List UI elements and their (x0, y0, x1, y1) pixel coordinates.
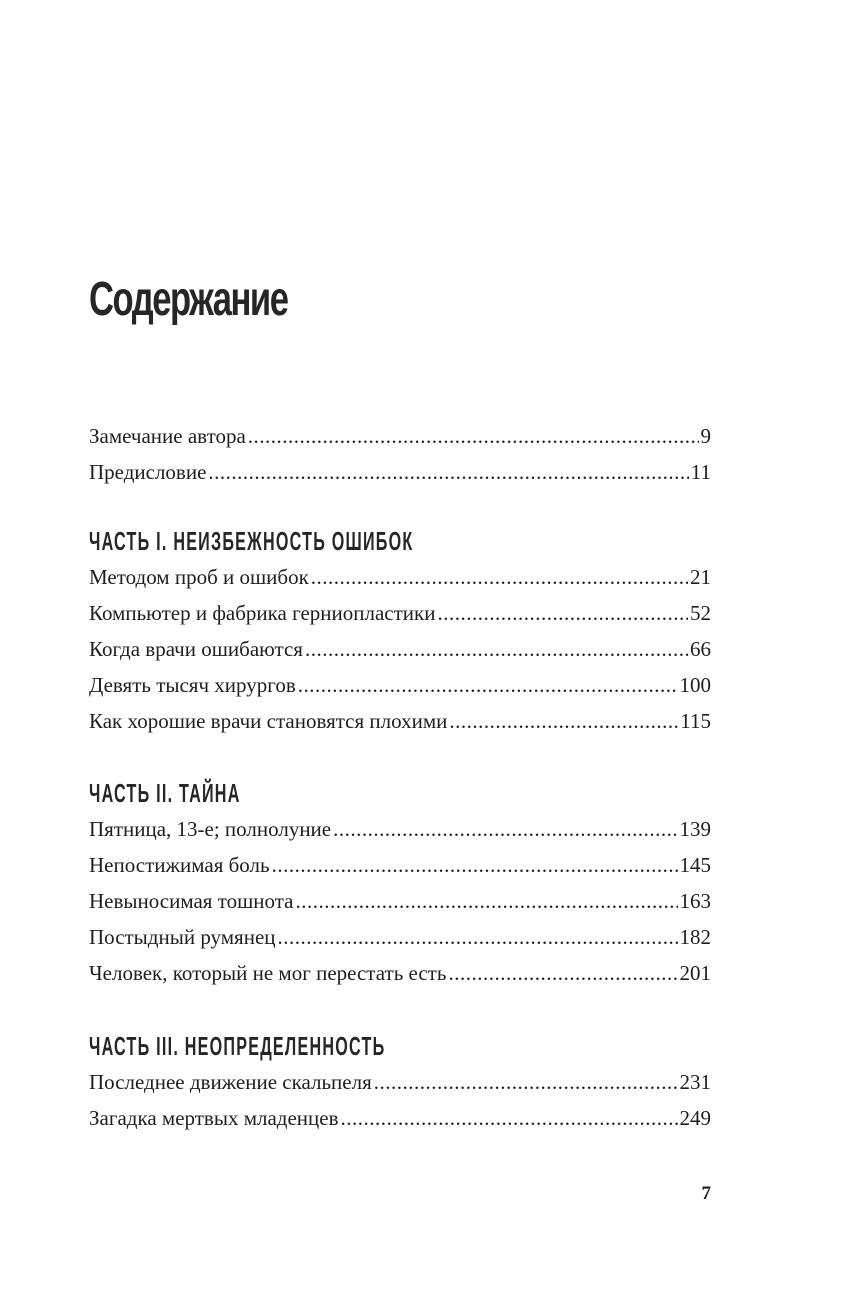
toc-entry-page: 139 (679, 817, 711, 841)
toc-entry (89, 847, 711, 883)
toc-entry-page: 100 (679, 673, 711, 697)
dot-leader (248, 418, 699, 454)
toc-entry-title: Предисловие (89, 460, 207, 484)
dot-leader (448, 955, 677, 991)
page-number: 7 (701, 1183, 711, 1204)
toc-entry-title: Непостижимая боль (89, 853, 270, 877)
part-heading: ЧАСТЬ III. НЕОПРЕДЕЛЕННОСТЬ (89, 1031, 386, 1061)
toc-entry-title: Загадка мертвых младенцев (89, 1106, 339, 1130)
toc-entry-title: Человек, который не мог перестать есть (89, 961, 447, 985)
toc-entry-title: Девять тысяч хирургов (89, 673, 296, 697)
toc-entry-title: Постыдный румянец (89, 925, 276, 949)
part-heading: ЧАСТЬ II. ТАЙНА (89, 778, 241, 808)
dot-leader (437, 595, 688, 631)
dot-leader (341, 1100, 678, 1136)
toc-entry-page: 11 (690, 460, 711, 484)
toc-entry-page: 231 (679, 1070, 711, 1094)
dot-leader (298, 667, 678, 703)
toc-entry (89, 631, 711, 667)
toc-entry-title: Замечание автора (89, 424, 246, 448)
toc-entry-page: 115 (680, 709, 711, 733)
dot-leader (278, 919, 678, 955)
toc-entry-page: 249 (679, 1106, 711, 1130)
toc-entry-page: 21 (690, 565, 711, 589)
toc-entry (89, 559, 711, 595)
toc-entry (89, 955, 711, 991)
toc-part-1 (89, 523, 711, 739)
toc-entry (89, 811, 711, 847)
toc-entry-page: 66 (690, 637, 711, 661)
dot-leader (305, 631, 688, 667)
dot-leader (449, 703, 678, 739)
page-title: Содержание (89, 273, 288, 326)
toc-part-2 (89, 775, 711, 991)
toc-entry-title: Методом проб и ошибок (89, 565, 309, 589)
toc-entry-page: 9 (700, 424, 711, 448)
toc-entry-title: Как хорошие врачи становятся плохими (89, 709, 448, 733)
dot-leader (374, 1064, 678, 1100)
toc-entry (89, 595, 711, 631)
toc-entry-title: Последнее движение скальпеля (89, 1070, 372, 1094)
dot-leader (296, 883, 678, 919)
dot-leader (311, 559, 688, 595)
dot-leader (208, 454, 688, 490)
toc-entry-page: 52 (690, 601, 711, 625)
toc-entry-title: Когда врачи ошибаются (89, 637, 303, 661)
toc-entry (89, 418, 711, 454)
toc-entry-title: Компьютер и фабрика герниопластики (89, 601, 436, 625)
part-heading: ЧАСТЬ I. НЕИЗБЕЖНОСТЬ ОШИБОК (89, 526, 414, 556)
toc-entry-title: Невыносимая тошнота (89, 889, 294, 913)
toc-intro (89, 418, 711, 490)
toc-part-3 (89, 1028, 711, 1136)
toc-entry-page: 163 (679, 889, 711, 913)
toc-entry-page: 145 (679, 853, 711, 877)
dot-leader (272, 847, 678, 883)
toc-entry (89, 454, 711, 490)
toc-entry (89, 703, 711, 739)
toc-entry-title: Пятница, 13-е; полнолуние (89, 817, 332, 841)
toc-entry-page: 182 (679, 925, 711, 949)
toc-entry (89, 883, 711, 919)
toc-entry (89, 1100, 711, 1136)
toc-entry-page: 201 (679, 961, 711, 985)
toc-entry (89, 667, 711, 703)
dot-leader (333, 811, 677, 847)
toc-entry (89, 919, 711, 955)
toc-entry (89, 1064, 711, 1100)
